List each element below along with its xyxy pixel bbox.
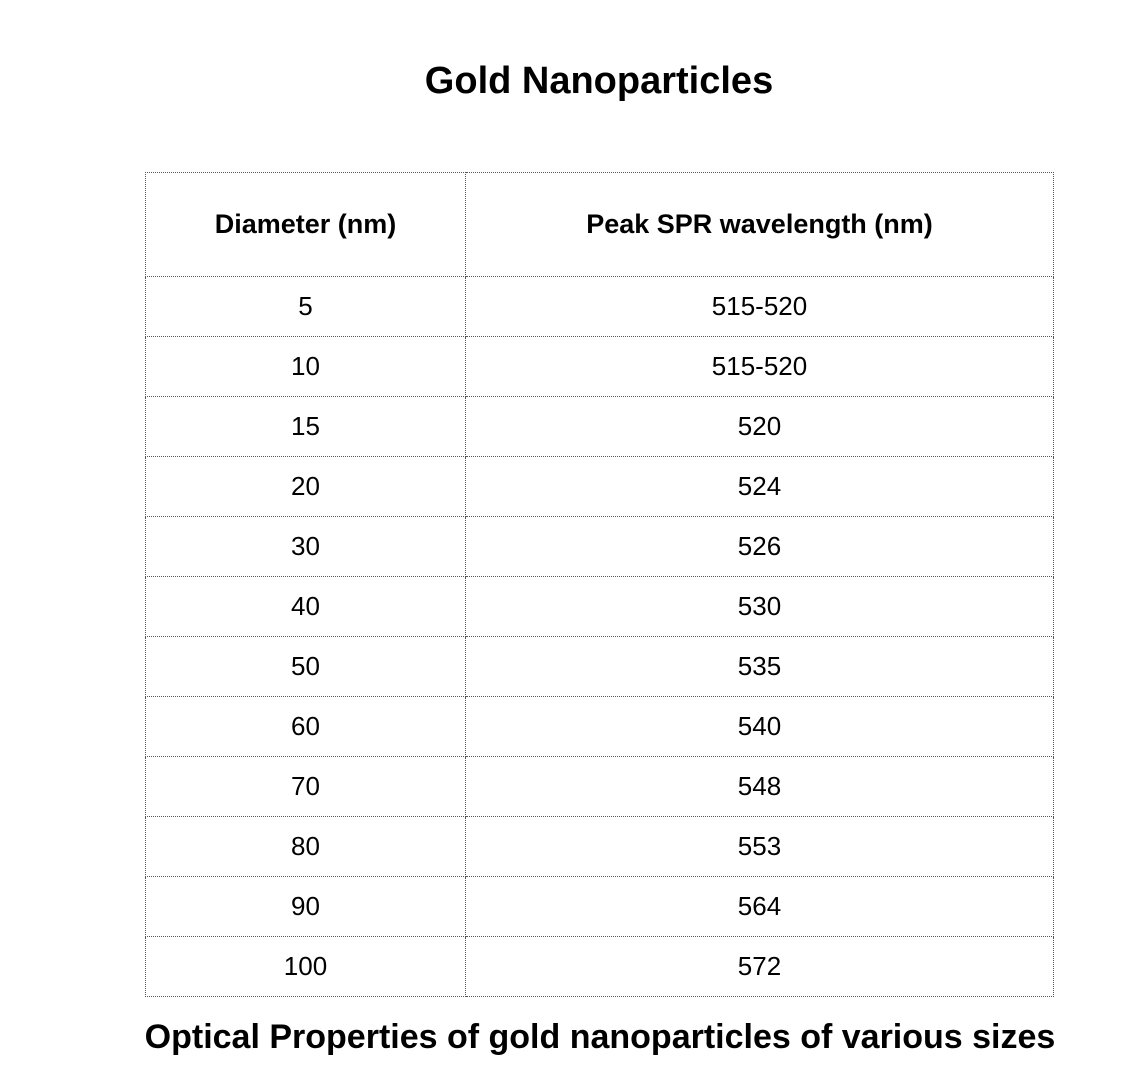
diameter-cell: 100 bbox=[146, 937, 466, 997]
diameter-cell: 20 bbox=[146, 457, 466, 517]
table-row bbox=[146, 697, 1054, 757]
table-row bbox=[146, 397, 1054, 457]
diameter-cell: 70 bbox=[146, 757, 466, 817]
wavelength-cell: 540 bbox=[466, 697, 1054, 757]
wavelength-cell: 515-520 bbox=[466, 277, 1054, 337]
column-header-diameter: Diameter (nm) bbox=[146, 173, 466, 277]
diameter-cell: 40 bbox=[146, 577, 466, 637]
wavelength-cell: 520 bbox=[466, 397, 1054, 457]
diameter-cell: 15 bbox=[146, 397, 466, 457]
diameter-cell: 5 bbox=[146, 277, 466, 337]
diameter-cell: 80 bbox=[146, 817, 466, 877]
table-row bbox=[146, 637, 1054, 697]
wavelength-cell: 535 bbox=[466, 637, 1054, 697]
spr-table bbox=[145, 172, 1054, 997]
table-caption: Optical Properties of gold nanoparticles of various sizes bbox=[144, 1018, 1056, 1056]
wavelength-cell: 524 bbox=[466, 457, 1054, 517]
diameter-cell: 30 bbox=[146, 517, 466, 577]
wavelength-cell: 526 bbox=[466, 517, 1054, 577]
wavelength-cell: 530 bbox=[466, 577, 1054, 637]
table-header-row bbox=[146, 173, 1054, 277]
diameter-cell: 10 bbox=[146, 337, 466, 397]
table-row bbox=[146, 937, 1054, 997]
table-row bbox=[146, 577, 1054, 637]
table-row bbox=[146, 757, 1054, 817]
page-title: Gold Nanoparticles bbox=[424, 60, 774, 102]
table-row bbox=[146, 817, 1054, 877]
column-header-peak-spr: Peak SPR wavelength (nm) bbox=[466, 173, 1054, 277]
diameter-cell: 60 bbox=[146, 697, 466, 757]
wavelength-cell: 564 bbox=[466, 877, 1054, 937]
wavelength-cell: 515-520 bbox=[466, 337, 1054, 397]
table-row bbox=[146, 877, 1054, 937]
table-row bbox=[146, 517, 1054, 577]
wavelength-cell: 572 bbox=[466, 937, 1054, 997]
diameter-cell: 50 bbox=[146, 637, 466, 697]
wavelength-cell: 548 bbox=[466, 757, 1054, 817]
table-row bbox=[146, 337, 1054, 397]
table-row bbox=[146, 277, 1054, 337]
table-row bbox=[146, 457, 1054, 517]
table-container bbox=[145, 172, 1053, 997]
wavelength-cell: 553 bbox=[466, 817, 1054, 877]
diameter-cell: 90 bbox=[146, 877, 466, 937]
